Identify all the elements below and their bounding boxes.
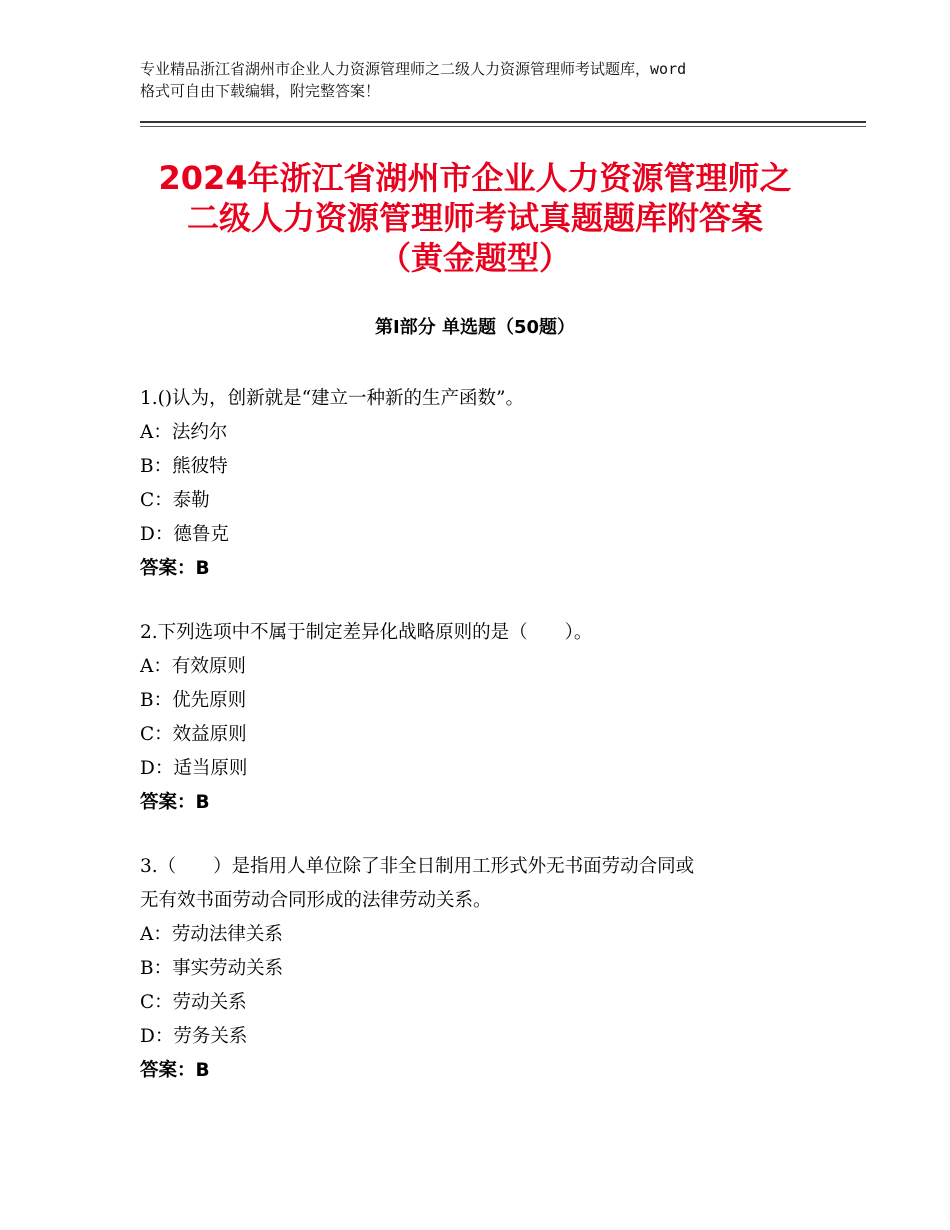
option-b: B：事实劳动关系	[140, 958, 284, 979]
option-d: D：德鲁克	[140, 524, 229, 545]
answer: 答案：B	[140, 558, 210, 579]
option-a: A：劳动法律关系	[140, 924, 283, 945]
header-line-1: 专业精品浙江省湖州市企业人力资源管理师之二级人力资源管理师考试题库，word	[140, 60, 687, 78]
option-c: C：泰勒	[140, 490, 210, 511]
title-line-1: 2024年浙江省湖州市企业人力资源管理师之	[158, 159, 792, 197]
option-c: C：效益原则	[140, 724, 247, 745]
header-divider-thick	[140, 121, 866, 123]
title-line-3: （黄金题型）	[378, 239, 571, 277]
header-divider-thin	[140, 126, 866, 127]
document-title	[90, 158, 860, 278]
option-a: A：法约尔	[140, 422, 228, 443]
answer: 答案：B	[140, 1060, 210, 1081]
question-list	[140, 382, 830, 1118]
question-2	[140, 616, 830, 820]
option-d: D：适当原则	[140, 758, 248, 779]
question-stem-line-1: 3.（ ）是指用人单位除了非全日制用工形式外无书面劳动合同或	[140, 856, 695, 877]
question-stem: 2.下列选项中不属于制定差异化战略原则的是（ ）。	[140, 622, 593, 643]
option-c: C：劳动关系	[140, 992, 247, 1013]
page-header	[140, 58, 830, 102]
section-title: 第Ⅰ部分 单选题（50题）	[374, 317, 575, 338]
question-stem: 1.()认为，创新就是“建立一种新的生产函数”。	[140, 388, 525, 409]
question-3	[140, 850, 830, 1088]
option-d: D：劳务关系	[140, 1026, 248, 1047]
title-line-2: 二级人力资源管理师考试真题题库附答案	[186, 199, 763, 237]
header-line-2: 格式可自由下载编辑，附完整答案！	[140, 82, 381, 100]
option-a: A：有效原则	[140, 656, 246, 677]
question-stem-line-2: 无有效书面劳动合同形成的法律劳动关系。	[140, 890, 492, 911]
answer: 答案：B	[140, 792, 210, 813]
question-1	[140, 382, 830, 586]
option-b: B：优先原则	[140, 690, 247, 711]
option-b: B：熊彼特	[140, 456, 228, 477]
